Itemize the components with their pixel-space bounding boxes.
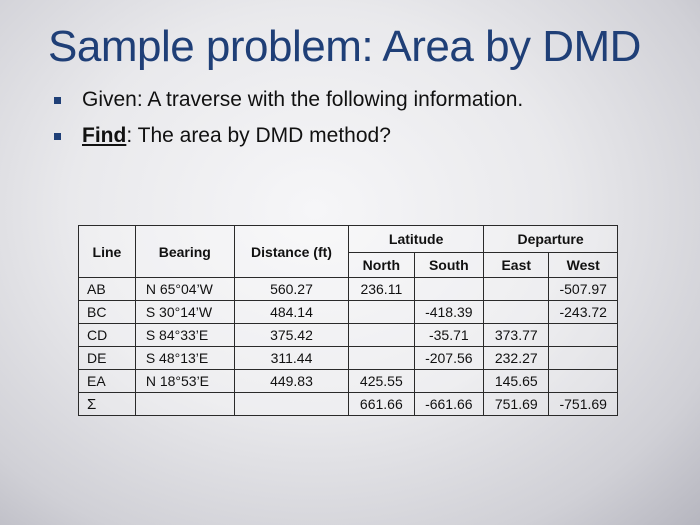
cell-east — [484, 301, 549, 324]
cell-distance: 449.83 — [234, 370, 348, 393]
table-row — [79, 278, 618, 301]
cell-distance: 311.44 — [234, 347, 348, 370]
cell-west — [549, 324, 618, 347]
cell-west: -507.97 — [549, 278, 618, 301]
cell-north — [349, 324, 414, 347]
cell-south: -207.56 — [414, 347, 484, 370]
cell-bearing: S 84°33’E — [135, 324, 234, 347]
cell-east — [484, 278, 549, 301]
cell-east: 232.27 — [484, 347, 549, 370]
header-distance: Distance (ft) — [234, 226, 348, 278]
cell-sum-label: Σ — [79, 393, 136, 416]
cell-south: -35.71 — [414, 324, 484, 347]
cell-line: AB — [79, 278, 136, 301]
cell-line: EA — [79, 370, 136, 393]
cell-west — [549, 347, 618, 370]
cell-distance: 560.27 — [234, 278, 348, 301]
cell-line: BC — [79, 301, 136, 324]
find-text: : The area by DMD method? — [126, 124, 391, 147]
cell-distance: 484.14 — [234, 301, 348, 324]
table-header-row — [79, 226, 618, 253]
table-row — [79, 347, 618, 370]
cell-bearing — [135, 393, 234, 416]
cell-line: CD — [79, 324, 136, 347]
table-row — [79, 301, 618, 324]
header-departure: Departure — [484, 226, 618, 253]
cell-sum-south: -661.66 — [414, 393, 484, 416]
header-north: North — [349, 253, 414, 278]
cell-east: 373.77 — [484, 324, 549, 347]
cell-distance: 375.42 — [234, 324, 348, 347]
table-row — [79, 324, 618, 347]
bullet-list — [50, 82, 523, 154]
cell-bearing: N 65°04’W — [135, 278, 234, 301]
bullet-square-icon — [54, 133, 61, 140]
given-text: Given: A traverse with the following information. — [82, 88, 524, 111]
header-latitude: Latitude — [349, 226, 484, 253]
cell-north — [349, 347, 414, 370]
cell-south — [414, 278, 484, 301]
cell-west: -243.72 — [549, 301, 618, 324]
cell-north — [349, 301, 414, 324]
table-sum-row — [79, 393, 618, 416]
cell-north: 236.11 — [349, 278, 414, 301]
find-label: Find — [82, 124, 127, 147]
cell-bearing: S 30°14’W — [135, 301, 234, 324]
cell-south — [414, 370, 484, 393]
cell-sum-east: 751.69 — [484, 393, 549, 416]
bullet-given — [50, 82, 523, 118]
header-west: West — [549, 253, 618, 278]
cell-distance — [234, 393, 348, 416]
bullet-square-icon — [54, 97, 61, 104]
cell-sum-west: -751.69 — [549, 393, 618, 416]
cell-west — [549, 370, 618, 393]
bullet-find — [50, 118, 523, 154]
cell-bearing: S 48°13’E — [135, 347, 234, 370]
slide-title: Sample problem: Area by DMD — [48, 22, 641, 71]
cell-line: DE — [79, 347, 136, 370]
cell-east: 145.65 — [484, 370, 549, 393]
table-row — [79, 370, 618, 393]
cell-sum-north: 661.66 — [349, 393, 414, 416]
header-line: Line — [79, 226, 136, 278]
cell-south: -418.39 — [414, 301, 484, 324]
cell-bearing: N 18°53’E — [135, 370, 234, 393]
header-bearing: Bearing — [135, 226, 234, 278]
header-east: East — [484, 253, 549, 278]
header-south: South — [414, 253, 484, 278]
traverse-table — [78, 225, 618, 416]
cell-north: 425.55 — [349, 370, 414, 393]
